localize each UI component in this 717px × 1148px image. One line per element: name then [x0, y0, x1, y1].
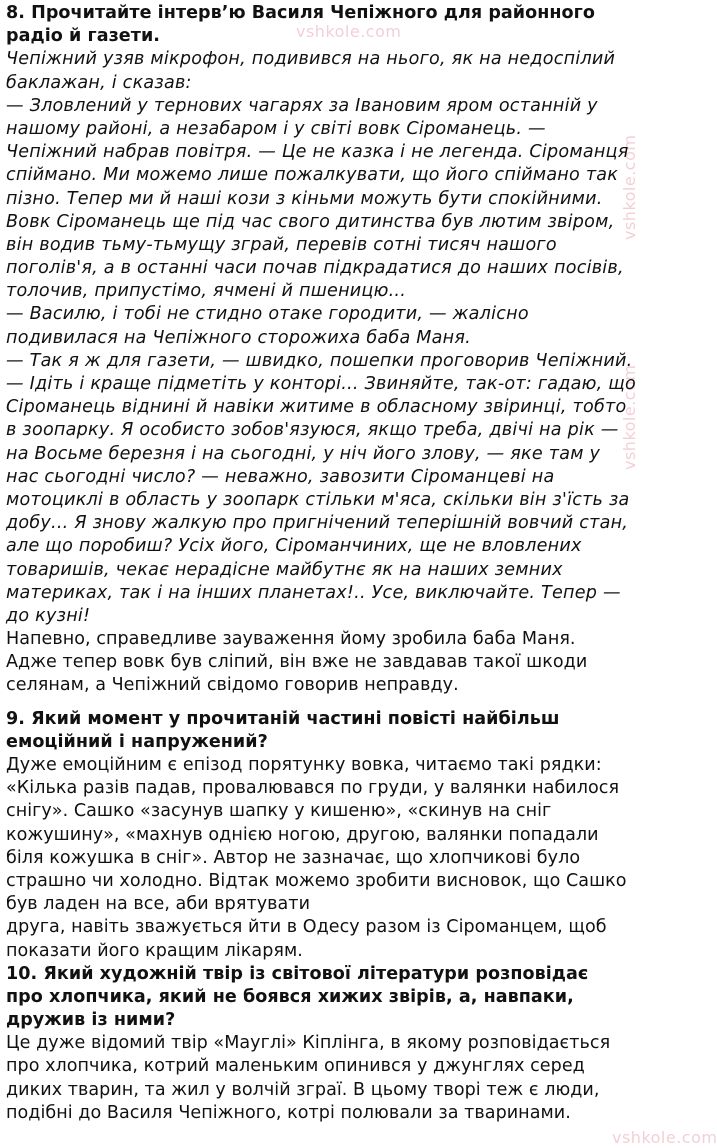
answer-line: біля кожушка в сніг». Автор не зазначає, що хлопчикові було	[6, 847, 581, 868]
quote-line: пізно. Тепер ми й наші кози з кіньми можуть бути спокійними.	[6, 188, 603, 209]
answer-line: «Кілька разів падав, провалювався по груди, у валянки набилося	[6, 778, 620, 799]
answer-line: снігу». Сашко «засунув шапку у кишеню», «скинув на сніг	[6, 801, 552, 822]
quote-line: — Ідіть і краще підметіть у конторі... Звиняйте, так-от: гадаю, що	[6, 374, 637, 394]
question-8-title-line: 8. Прочитайте інтерв’ю Василя Чепіжного для районного	[6, 3, 595, 23]
answer-line: Адже тепер вовк був сліпий, він вже не завдавав такої шкоди	[6, 652, 588, 673]
quote-line: толочив, припустімо, ячмені й пшеницю...	[6, 281, 407, 302]
quote-line: але що поробиш? Усіх його, Сіроманчиних, ще не вловлених	[6, 536, 582, 557]
quote-line: нашому районі, а незабаром і у світі вовк Сіроманець. —	[6, 118, 546, 139]
quote-line: — Зловлений у тернових чагарях за Івановим яром останній у	[6, 95, 598, 116]
question-9-answer	[6, 754, 672, 963]
question-9-section	[6, 708, 672, 963]
quote-line: — Так я ж для газети, — швидко, пошепки проговорив Чепіжний.	[6, 350, 633, 371]
quote-line: нас сьогодні число? — неважно, завозити Сіроманцеві на	[6, 466, 555, 487]
quote-line: материках, так і на інших планетах!.. Усе, виключайте. Тепер —	[6, 582, 621, 603]
answer-line: страшно чи холодно. Відтак можемо зробити висновок, що Сашко	[6, 870, 627, 891]
quote-line: мотоциклі в область у зоопарк стільки м'яса, скільки він з'їсть за	[6, 489, 630, 510]
quote-line: баклажан, і сказав:	[6, 72, 192, 93]
question-9-title-line: емоційний і напружений?	[6, 731, 268, 752]
question-10-section	[6, 963, 672, 1125]
answer-line: був ладен на все, аби врятувати	[6, 894, 311, 915]
answer-line: диких тварин, та жил у волчій зграї. В цьому творі теж є люди,	[6, 1079, 600, 1100]
watermark-top: vshkole.com	[296, 22, 402, 41]
question-9-title-line: 9. Який момент у прочитаній частині повісті найбільш	[6, 708, 560, 729]
watermark-right-1: vshkole.com	[620, 134, 639, 240]
answer-line: про хлопчика, котрий маленьким опинився у джунглях серед	[6, 1056, 585, 1077]
answer-line: друга, навіть зважується йти в Одесу разом із Сіроманцем, щоб	[6, 917, 607, 938]
question-10-title	[6, 963, 672, 1033]
answer-line: селянам, а Чепіжний свідомо говорив неправду.	[6, 675, 459, 696]
quote-line: — Василю, і тобі не стидно отаке городити, — жалісно	[6, 304, 529, 325]
answer-line: Це дуже відомий твір «Мауглі» Кіплінга, в якому розповідається	[6, 1033, 611, 1054]
answer-line: кожушину», «махнув однією ногою, другою, валянки попадали	[6, 824, 599, 845]
question-10-title-line: 10. Який художній твір із світової літератури розповідає	[6, 963, 589, 984]
quote-line: Чепіжний набрав повітря. — Це не казка і не легенда. Сіроманця	[6, 142, 629, 163]
watermark-bottom: vshkole.com	[612, 1128, 717, 1147]
question-8-title-line: радіо й газети.	[6, 26, 161, 47]
quote-line: Вовк Сіроманець ще під час свого дитинства був лютим звіром,	[6, 211, 615, 232]
quote-line: добу... Я знову жалкую про пригнічений теперішній вовчий стан,	[6, 513, 629, 534]
question-9-title	[6, 708, 672, 754]
quote-line: до кузні!	[6, 605, 91, 626]
answer-line: Дуже емоційним є епізод порятунку вовка, читаємо такі рядки:	[6, 755, 602, 775]
answer-line: подібні до Василя Чепіжного, котрі полювали за тваринами.	[6, 1102, 571, 1123]
quote-line: на Восьме березня і на сьогодні, у ніч його злову, — яке там у	[6, 443, 601, 464]
answer-line: Напевно, справедливе зауваження йому зробила баба Маня.	[6, 629, 576, 650]
quote-line: в зоопарку. Я особисто зобов'язуюся, якщо треба, двічі на рік —	[6, 420, 619, 441]
quote-line: подивилася на Чепіжного сторожиха баба Маня.	[6, 327, 471, 348]
quote-line: він водив тьму-тьмущу зграй, перевів сотні тисяч нашого	[6, 234, 557, 255]
quote-line: Чепіжний узяв мікрофон, подивився на нього, як на недоспілий	[6, 49, 616, 70]
quote-line: товаришів, чекає нерадісне майбутнє як на наших земних	[6, 559, 563, 580]
question-10-title-line: дружив із ними?	[6, 1010, 176, 1031]
watermark-right-2: vshkole.com	[620, 364, 639, 470]
question-10-title-line: про хлопчика, який не боявся хижих звірів, а, навпаки,	[6, 986, 574, 1007]
quote-line: поголів'я, а в останні часи почав підкрадатися до наших посівів,	[6, 258, 624, 279]
question-8-section	[6, 2, 672, 698]
question-10-answer	[6, 1032, 672, 1125]
question-8-title	[6, 2, 672, 48]
interview-quote	[6, 48, 672, 628]
document-page	[6, 0, 672, 1125]
question-8-answer	[6, 628, 672, 698]
quote-line: Сіроманець віднині й навіки житиме в обласному звіринці, тобто	[6, 397, 627, 418]
quote-line: спіймано. Ми можемо лише пожалкувати, що його спіймано так	[6, 165, 619, 186]
answer-line: показати його кращим лікарям.	[6, 940, 303, 961]
